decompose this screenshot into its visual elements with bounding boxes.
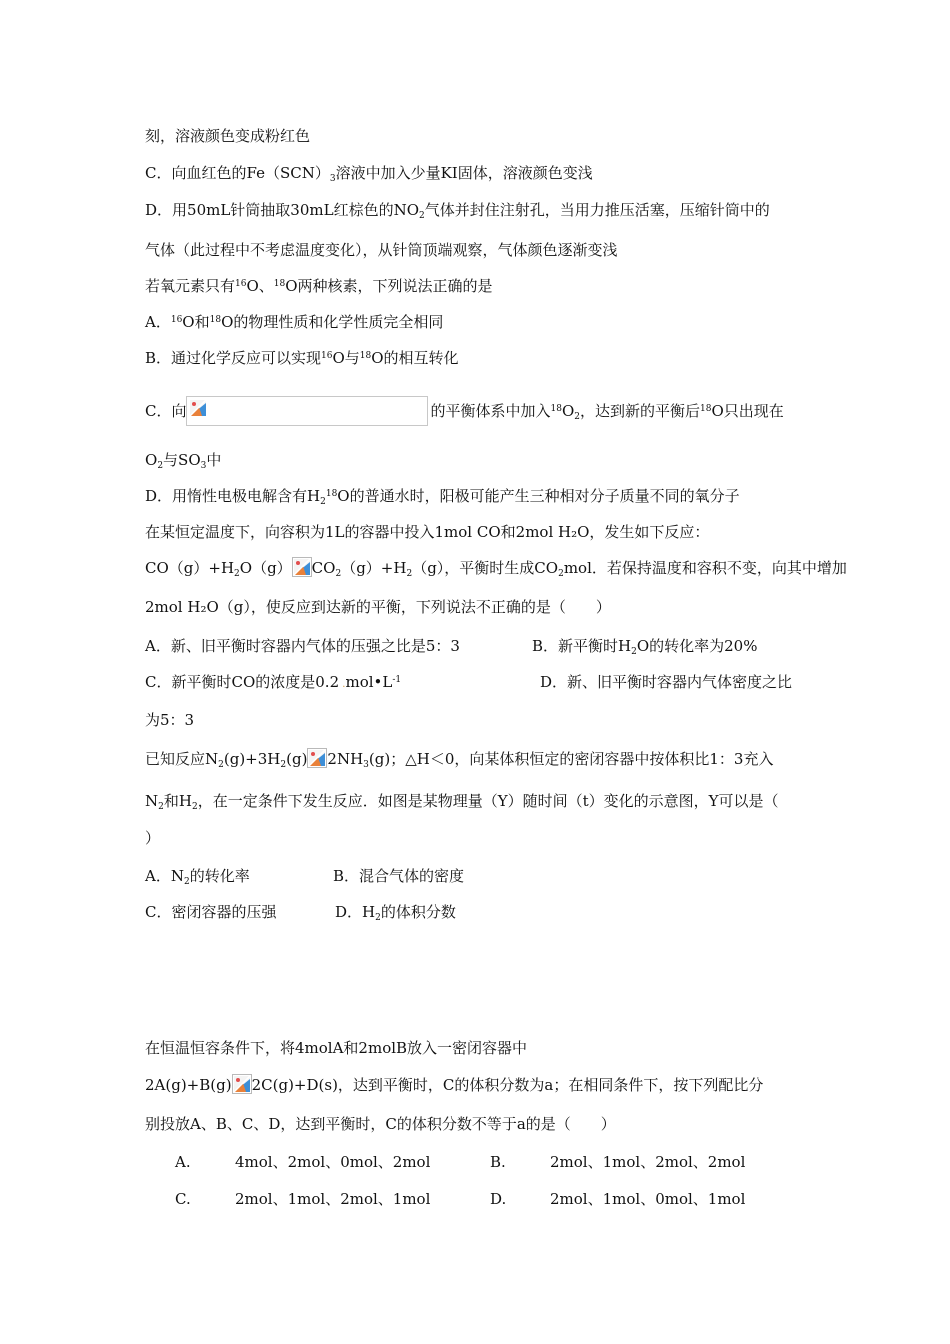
option-a-line <box>145 636 460 656</box>
question-stem <box>145 276 493 296</box>
option-d-line <box>145 486 740 506</box>
text: 2A(g)+B(g) <box>145 1076 232 1094</box>
text: N <box>145 792 159 810</box>
broken-image-icon <box>307 748 327 768</box>
subscript: 2 <box>183 877 190 887</box>
text: O只出现在 <box>711 402 784 420</box>
text: 与SO <box>163 451 201 469</box>
text: ，达到新的平衡后 <box>580 402 701 420</box>
text: O的相互转化 <box>371 349 459 367</box>
text: C．向血红色的Fe（SCN） <box>145 164 330 182</box>
subscript: 2 <box>375 913 381 923</box>
superscript: 18 <box>700 404 712 414</box>
broken-image-icon <box>189 399 209 419</box>
text: C. <box>175 1190 191 1208</box>
option-d-line <box>540 672 792 692</box>
subscript: 2 <box>191 802 198 812</box>
text: (g)+3H <box>223 750 281 768</box>
text: 2mol H₂O（g），使反应到达新的平衡，下列说法不正确的是（ ） <box>145 598 611 616</box>
subscript: 2 <box>320 497 326 507</box>
text: 别投放A、B、C、D，达到平衡时，C的体积分数不等于a的是（ ） <box>145 1115 616 1133</box>
option-c-values <box>235 1189 430 1209</box>
text: 气体并封住注射孔，当用力推压活塞，压缩针筒中的 <box>424 201 770 219</box>
subscript: 2 <box>218 760 224 770</box>
text: ） <box>145 829 161 847</box>
subscript: 2 <box>574 412 580 422</box>
option-c-line <box>145 396 784 426</box>
broken-image-icon <box>292 557 312 577</box>
text: A. <box>175 1153 191 1171</box>
superscript: -1 <box>392 675 402 685</box>
option-c-line <box>145 902 276 922</box>
text: CO <box>311 559 336 577</box>
text: 2mol、1mol、0mol、1mol <box>550 1190 746 1208</box>
text: C．新平衡时CO的浓度是0.2 <box>145 673 340 691</box>
broken-image-frame <box>186 396 428 426</box>
text: O的普通水时，阳极可能产生三种相对分子质量不同的氧分子 <box>337 487 740 505</box>
superscript: 16 <box>170 315 183 325</box>
option-b-label <box>490 1152 506 1172</box>
text: O和 <box>182 313 210 331</box>
text: 溶液中加入少量KI固体，溶液颜色变浅 <box>335 164 593 182</box>
option-a-label <box>175 1152 191 1172</box>
text: 气体（此过程中不考虑温度变化），从针筒顶端观察，气体颜色逐渐变浅 <box>145 241 618 259</box>
option-b-line <box>532 636 757 656</box>
option-d-values <box>550 1189 745 1209</box>
text: 2C(g)+D(s)，达到平衡时，C的体积分数为a；在相同条件下，按下列配比分 <box>251 1076 764 1094</box>
question-stem <box>145 522 709 542</box>
text: 和H <box>163 792 192 810</box>
subscript: 3 <box>200 461 207 471</box>
text: A．N <box>145 867 184 885</box>
subscript: 2 <box>157 461 164 471</box>
text: A．新、旧平衡时容器内气体的压强之比是5：3 <box>145 637 460 655</box>
subscript: 3 <box>329 174 336 184</box>
equation-line <box>145 557 847 578</box>
text-line <box>145 597 611 617</box>
option-c-label <box>175 1189 191 1209</box>
text-line <box>145 1114 616 1134</box>
text: 的体积分数 <box>380 903 456 921</box>
option-a-line <box>145 866 250 886</box>
text: D．用惰性电极电解含有H <box>145 487 321 505</box>
option-b-line <box>333 866 464 886</box>
option-a-line <box>145 312 443 332</box>
text: B．通过化学反应可以实现 <box>145 349 322 367</box>
text: O <box>561 402 575 420</box>
text: 在恒温恒容条件下，将4molA和2molB放入一密闭容器中 <box>145 1039 528 1057</box>
broken-image-icon <box>232 1074 252 1094</box>
text: (g)；△H＜0，向某体积恒定的密闭容器中按体积比1：3充入 <box>368 750 774 768</box>
text-line <box>145 240 618 260</box>
subscript: 2 <box>419 211 425 221</box>
option-c-line: C．新平衡时CO的浓度是0.2 $.mol•L^{-1}$ <box>145 673 402 691</box>
text: O两种核素，下列说法正确的是 <box>285 277 493 295</box>
text: 2mol、1mol、2mol、2mol <box>550 1153 746 1171</box>
equation-line <box>145 1074 763 1095</box>
text: 刻，溶液颜色变成粉红色 <box>145 127 311 145</box>
text-line <box>145 828 160 848</box>
text: O <box>145 451 158 469</box>
text: D．用50mL针筒抽取30mL红棕色的NO <box>145 201 419 219</box>
text: 2mol、1mol、2mol、1mol <box>235 1190 431 1208</box>
option-d-line <box>145 200 770 220</box>
text: C．向 <box>145 402 187 420</box>
text: 为5：3 <box>145 711 195 729</box>
text: O、 <box>246 277 274 295</box>
text: B．混合气体的密度 <box>333 867 465 885</box>
text: D．新、旧平衡时容器内气体密度之比 <box>540 673 793 691</box>
text: ，在一定条件下发生反应．如图是某物理量（Y）随时间（t）变化的示意图，Y可以是（ <box>197 792 779 810</box>
text: C．密闭容器的压强 <box>145 903 277 921</box>
text: B. <box>490 1153 506 1171</box>
superscript: 18 <box>273 279 286 289</box>
text: (g) <box>286 750 308 768</box>
text: 的转化率 <box>189 867 250 885</box>
text: 中 <box>206 451 222 469</box>
text-line <box>145 450 221 470</box>
text: A． <box>145 313 171 331</box>
option-a-values <box>235 1152 430 1172</box>
option-d-label <box>490 1189 506 1209</box>
text: （g），平衡时生成CO <box>412 559 559 577</box>
text: 2NH <box>327 750 364 768</box>
superscript: 18 <box>325 489 338 499</box>
text-line <box>145 791 779 811</box>
text: O的转化率为20% <box>636 637 758 655</box>
text: 已知反应N <box>145 750 219 768</box>
text-line <box>145 126 310 146</box>
option-b-line <box>145 348 459 368</box>
text: mol•L <box>345 673 393 691</box>
text: 的平衡体系中加入 <box>430 402 551 420</box>
subscript: 2 <box>280 760 287 770</box>
text: O（g） <box>239 559 292 577</box>
subscript: 2 <box>631 647 637 657</box>
text: mol．若保持温度和容积不变，向其中增加 <box>563 559 847 577</box>
superscript: 16 <box>321 351 333 361</box>
subscript: 2 <box>158 802 164 812</box>
subscript: 3 <box>363 760 369 770</box>
question-stem <box>145 1038 527 1058</box>
option-d-line <box>335 902 456 922</box>
subscript: 2 <box>406 569 413 579</box>
text: 在某恒定温度下，向容积为1L的容器中投入1mol CO和2mol H₂O，发生如下反应： <box>145 523 710 541</box>
text: D. <box>490 1190 507 1208</box>
text: O的物理性质和化学性质完全相同 <box>221 313 444 331</box>
text: B．新平衡时H <box>532 637 632 655</box>
option-b-values <box>550 1152 745 1172</box>
text: 若氧元素只有 <box>145 277 236 295</box>
superscript: 16 <box>235 279 247 289</box>
superscript: 18 <box>209 315 222 325</box>
text: （g）+H <box>341 559 407 577</box>
option-c-line <box>145 163 593 183</box>
text: 4mol、2mol、0mol、2mol <box>235 1153 431 1171</box>
subscript: 2 <box>234 569 240 579</box>
superscript: 18 <box>359 351 372 361</box>
text-line <box>145 710 194 730</box>
subscript: 2 <box>335 569 342 579</box>
subscript: 2 <box>558 569 564 579</box>
text: D．H <box>335 903 376 921</box>
superscript: 18 <box>550 404 562 414</box>
text: CO（g）+H <box>145 559 235 577</box>
question-stem <box>145 748 773 769</box>
text: O与 <box>332 349 360 367</box>
